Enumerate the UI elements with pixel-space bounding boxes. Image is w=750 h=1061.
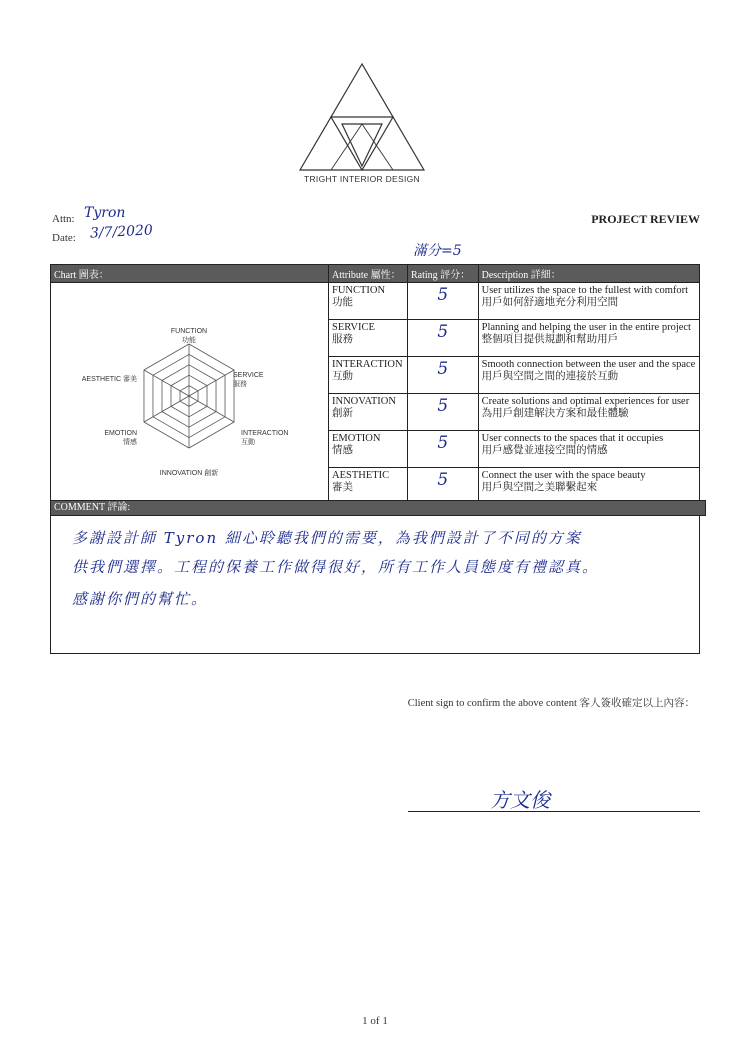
review-table <box>50 264 700 505</box>
rating-cell: 5 <box>407 283 478 320</box>
full-score-note: 滿分=5 <box>413 243 462 259</box>
description-cell: Connect the user with the space beauty 用戶與空間之美聯繫起來 <box>478 468 699 505</box>
attn-label: Attn: <box>52 213 75 225</box>
attn-value: Tyron <box>84 205 126 221</box>
chart-cell <box>51 283 329 505</box>
description-cell: User utilizes the space to the fullest with comfort 用戶如何舒適地充分利用空間 <box>478 283 699 320</box>
radar-axis-line <box>189 370 234 396</box>
company-logo <box>296 62 428 184</box>
signature-line <box>408 811 700 812</box>
attribute-cell: INNOVATION 創新 <box>329 394 408 431</box>
radar-axis-label: INTERACTION 互動 <box>241 430 289 446</box>
rating-cell: 5 <box>407 320 478 357</box>
radar-axis-line <box>144 370 189 396</box>
description-cell: Create solutions and optimal experiences for user 為用戶創建解決方案和最佳體驗 <box>478 394 699 431</box>
comment-line-1: 多謝設計師 Tyron 細心聆聽我們的需要，為我們設計了不同的方案 <box>72 529 582 547</box>
radar-axis-label: SERVICE 服務 <box>233 372 264 388</box>
page-number: 1 of 1 <box>362 1015 388 1027</box>
comment-label: COMMENT 評論: <box>50 500 706 516</box>
attribute-cell: AESTHETIC 審美 <box>329 468 408 505</box>
attribute-cell: SERVICE 服務 <box>329 320 408 357</box>
description-cell: Smooth connection between the user and the space 用戶與空間之間的連接於互動 <box>478 357 699 394</box>
attribute-cell: EMOTION 情感 <box>329 431 408 468</box>
radar-axis-line <box>144 396 189 422</box>
date-label: Date: <box>52 232 76 244</box>
radar-axis-label: EMOTION 情感 <box>104 430 137 446</box>
radar-axis-label: AESTHETIC 審美 <box>81 376 137 383</box>
rating-cell: 5 <box>407 431 478 468</box>
rating-cell: 5 <box>407 394 478 431</box>
description-column-header: Description 詳細： <box>478 265 699 283</box>
table-row <box>51 283 700 320</box>
chart-column-header: Chart 圖表： <box>51 265 329 283</box>
radar-axis-label: FUNCTION 功能 <box>170 328 208 344</box>
description-cell: User connects to the spaces that it occupies 用戶感覺並連接空間的情感 <box>478 431 699 468</box>
rating-column-header: Rating 評分： <box>407 265 478 283</box>
client-signature: 方文俊 <box>490 788 550 812</box>
company-name: TRIGHT INTERIOR DESIGN <box>303 174 420 184</box>
rating-cell: 5 <box>407 357 478 394</box>
radar-axis-label: INNOVATION 創新 <box>159 470 219 477</box>
radar-axis-line <box>189 396 234 422</box>
comment-line-3: 感謝你們的幫忙。 <box>72 590 209 608</box>
attribute-column-header: Attribute 屬性： <box>329 265 408 283</box>
document-title: PROJECT REVIEW <box>591 212 700 226</box>
description-cell: Planning and helping the user in the entire project 整個項目提供規劃和幫助用戶 <box>478 320 699 357</box>
comment-line-2: 供我們選擇。工程的保養工作做得很好，所有工作人員態度有禮認真。 <box>72 558 600 576</box>
rating-cell: 5 <box>407 468 478 505</box>
client-confirm-text: Client sign to confirm the above content 客人簽收確定以上內容： <box>407 698 695 709</box>
date-value: 3/7/2020 <box>89 222 154 242</box>
attribute-cell: FUNCTION 功能 <box>329 283 408 320</box>
attribute-cell: INTERACTION 互動 <box>329 357 408 394</box>
radar-chart <box>51 284 328 500</box>
